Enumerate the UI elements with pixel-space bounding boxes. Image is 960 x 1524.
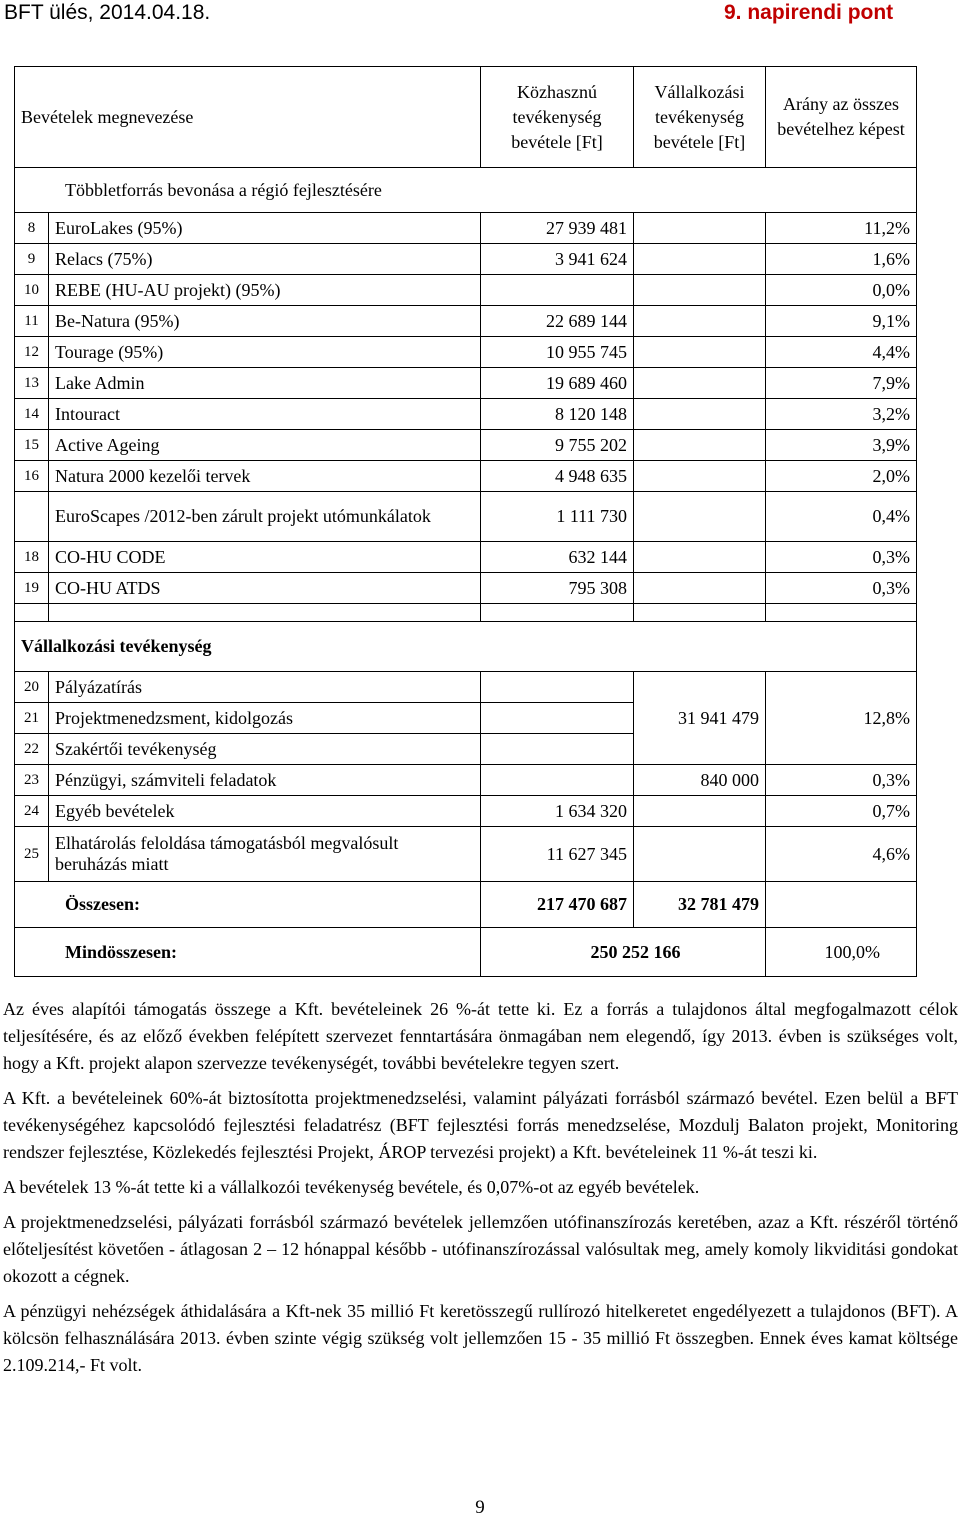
row-number: 22 [15,734,49,765]
col-header-vallalkozasi: Vállalkozási tevékenység bevétele [Ft] [634,67,766,168]
row-arany: 0,7% [766,796,917,827]
row-vallalkozasi [634,368,766,399]
table-row [15,213,917,244]
row-name: CO-HU ATDS [49,573,481,604]
blank-cell [49,604,481,622]
col-header-arany: Arány az összes bevételhez képest [766,67,917,168]
table-row [15,573,917,604]
table-row [15,542,917,573]
row-name: Relacs (75%) [49,244,481,275]
row-number: 16 [15,461,49,492]
row-arany: 4,6% [766,827,917,882]
row-name: Intouract [49,399,481,430]
row-name: Pályázatírás [49,672,481,703]
row-kozhasznu: 27 939 481 [481,213,634,244]
mindosszesen-label: Mindösszesen: [15,928,481,977]
paragraph: A projektmenedzselési, pályázati forrásból származó bevételek jellemzően utófinanszírozás keretében, azaz a Kft. részéről történő előteljesítést követően - átlagosan 2 – 12 hónappal később - utófinanszírozással valósultak meg, amely komoly likviditási gondokat okozott a cégnek. [3,1212,958,1286]
mindosszesen-total: 250 252 166 [481,928,766,977]
row-number: 25 [15,827,49,882]
table-row [15,765,917,796]
paragraph: A bevételek 13 %-át tette ki a vállalkozói tevékenység bevétele, és 0,07%-ot az egyéb bevételek. [3,1177,700,1197]
row-name: Projektmenedzsment, kidolgozás [49,703,481,734]
row-arany: 3,9% [766,430,917,461]
paragraph: Az éves alapítói támogatás összege a Kft. bevételeinek 26 %-át tette ki. Ez a forrás a tulajdonos által megfogalmazott célok teljesítésére, és az előző években felépített szervezet fenntartására önmagában nem elegendő, így 2013. évben is szükséges volt, hogy a Kft. projekt alapon szervezze tevékenységét, további bevételekre tegyen szert. [3,999,958,1073]
mindosszesen-arany: 100,0% [766,928,917,977]
osszesen-kozhasznu: 217 470 687 [481,882,634,928]
row-kozhasznu: 10 955 745 [481,337,634,368]
row-kozhasznu: 1 634 320 [481,796,634,827]
row-vallalkozasi: 31 941 479 [634,672,766,765]
row-number: 11 [15,306,49,337]
row-name: Be-Natura (95%) [49,306,481,337]
row-vallalkozasi [634,399,766,430]
row-kozhasznu [481,672,634,703]
row-vallalkozasi: 840 000 [634,765,766,796]
blank-cell [766,604,917,622]
paragraph: A pénzügyi nehézségek áthidalására a Kft-nek 35 millió Ft keretösszegű rullírozó hitelkeretet engedélyezett a tulajdonos (BFT). A kölcsön felhasználására 2013. évben szinte végig szükség volt jellemzően 15 - 35 millió Ft összegben. Ennek éves kamat költsége 2.109.214,- Ft volt. [3,1301,958,1375]
row-number: 8 [15,213,49,244]
table-header-row [15,67,917,168]
row-number: 12 [15,337,49,368]
row-vallalkozasi [634,275,766,306]
total-row [15,882,917,928]
row-kozhasznu: 4 948 635 [481,461,634,492]
table-row [15,275,917,306]
row-vallalkozasi [634,306,766,337]
header-left: BFT ülés, 2014.04.18. [4,1,211,24]
row-number: 19 [15,573,49,604]
row-arany: 0,3% [766,542,917,573]
table-row [15,399,917,430]
row-name: Lake Admin [49,368,481,399]
blank-cell [15,604,49,622]
table-row [15,306,917,337]
section-title-row [15,168,917,213]
header-right: 9. napirendi pont [724,1,894,24]
row-number: 9 [15,244,49,275]
row-number: 21 [15,703,49,734]
row-arany: 11,2% [766,213,917,244]
paragraph: A Kft. a bevételeinek 60%-át biztosította projektmenedzselési, valamint pályázati forrásból származó bevétel. Ezen belül a BFT tevékenységéhez kapcsolódó fejlesztési feladatrész (BFT fejlesztési forrás menedzselése, Mozdulj Balaton projekt, Monitoring rendszer fejlesztése, Közlekedés fejlesztési Projekt, ÁROP tervezési projekt) a Kft. bevételeinek 11 %-át teszi ki. [3,1088,958,1162]
row-arany: 3,2% [766,399,917,430]
row-number: 14 [15,399,49,430]
row-kozhasznu: 795 308 [481,573,634,604]
row-kozhasznu [481,734,634,765]
row-number: 24 [15,796,49,827]
row-number: 10 [15,275,49,306]
page-header [0,0,960,30]
row-arany: 4,4% [766,337,917,368]
table-row [15,492,917,542]
row-kozhasznu [481,765,634,796]
row-kozhasznu: 19 689 460 [481,368,634,399]
table-row [15,827,917,882]
row-arany: 0,3% [766,573,917,604]
row-kozhasznu: 22 689 144 [481,306,634,337]
body-text [3,996,958,1387]
table-row [15,430,917,461]
row-number: 20 [15,672,49,703]
row-name: EuroScapes /2012-ben zárult projekt utómunkálatok [49,492,481,542]
row-name: Natura 2000 kezelői tervek [49,461,481,492]
section-title-row [15,622,917,672]
blank-cell [481,604,634,622]
row-name: CO-HU CODE [49,542,481,573]
row-kozhasznu: 9 755 202 [481,430,634,461]
row-kozhasznu: 1 111 730 [481,492,634,542]
row-vallalkozasi [634,244,766,275]
row-number: 15 [15,430,49,461]
blank-cell [634,604,766,622]
grand-total-row [15,928,917,977]
table-row-blank [15,604,917,622]
row-kozhasznu [481,275,634,306]
table-row [15,461,917,492]
row-vallalkozasi [634,213,766,244]
row-arany: 0,4% [766,492,917,542]
row-name: REBE (HU-AU projekt) (95%) [49,275,481,306]
osszesen-label: Összesen: [15,882,481,928]
row-vallalkozasi [634,542,766,573]
row-name: Egyéb bevételek [49,796,481,827]
row-vallalkozasi [634,492,766,542]
row-vallalkozasi [634,430,766,461]
table-row [15,337,917,368]
row-vallalkozasi [634,796,766,827]
section-title-vallalkozasi: Vállalkozási tevékenység [15,622,917,672]
col-header-kozhasznu: Közhasznú tevékenység bevétele [Ft] [481,67,634,168]
row-kozhasznu: 11 627 345 [481,827,634,882]
row-arany: 0,0% [766,275,917,306]
row-number [15,492,49,542]
page-number: 9 [475,1497,485,1518]
section-title-regio: Többletforrás bevonása a régió fejlesztésére [15,168,917,213]
row-name: Elhatárolás feloldása támogatásból megvalósult beruházás miatt [49,827,481,882]
row-number: 23 [15,765,49,796]
table-row [15,244,917,275]
row-arany: 7,9% [766,368,917,399]
row-kozhasznu: 8 120 148 [481,399,634,430]
row-arany: 2,0% [766,461,917,492]
row-vallalkozasi [634,827,766,882]
table-row [15,796,917,827]
row-arany: 0,3% [766,765,917,796]
row-arany: 9,1% [766,306,917,337]
osszesen-arany [766,882,917,928]
row-vallalkozasi [634,461,766,492]
row-number: 18 [15,542,49,573]
table-row [15,672,917,703]
row-arany: 12,8% [766,672,917,765]
row-number: 13 [15,368,49,399]
row-vallalkozasi [634,337,766,368]
row-name: Active Ageing [49,430,481,461]
col-header-name: Bevételek megnevezése [15,67,481,168]
row-kozhasznu [481,703,634,734]
revenue-table [14,66,917,977]
row-name: Szakértői tevékenység [49,734,481,765]
row-arany: 1,6% [766,244,917,275]
osszesen-vallalkozasi: 32 781 479 [634,882,766,928]
table-row [15,368,917,399]
row-kozhasznu: 632 144 [481,542,634,573]
row-name: EuroLakes (95%) [49,213,481,244]
row-name: Pénzügyi, számviteli feladatok [49,765,481,796]
row-vallalkozasi [634,573,766,604]
row-name: Tourage (95%) [49,337,481,368]
row-kozhasznu: 3 941 624 [481,244,634,275]
